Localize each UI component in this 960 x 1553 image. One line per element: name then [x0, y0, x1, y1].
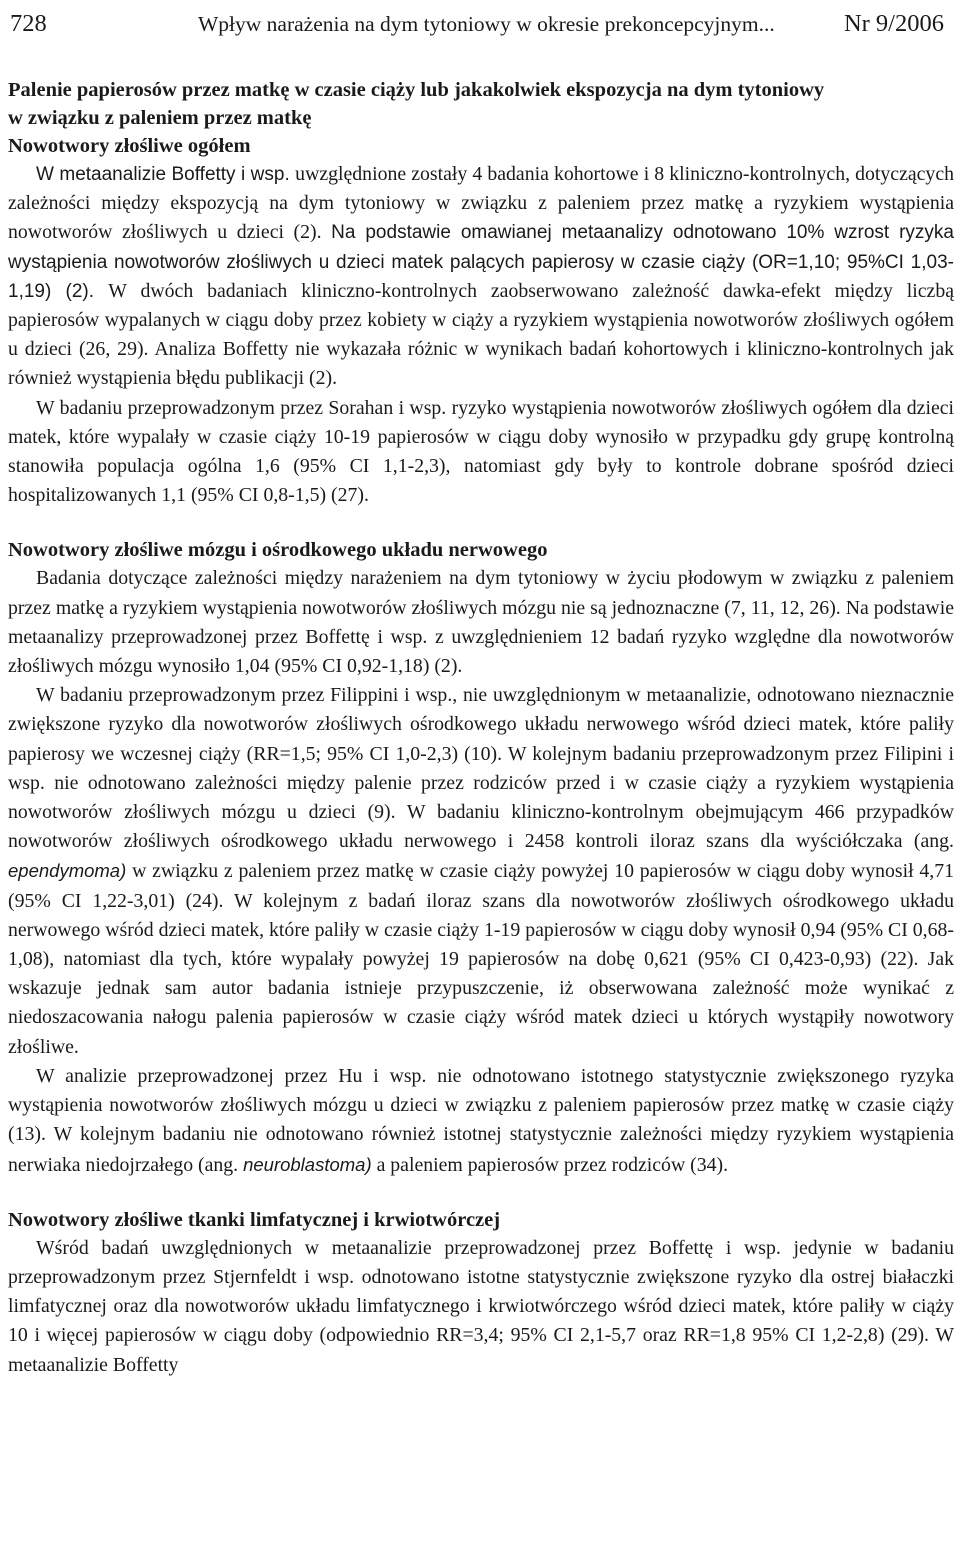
page-number: 728 — [10, 10, 47, 37]
latin-term: neuroblastoma) — [243, 1153, 372, 1175]
article-section-title — [8, 76, 954, 160]
section-heading-brain: Nowotwory złośliwe mózgu i ośrodkowego układu nerwowego — [8, 539, 548, 562]
page-header — [8, 0, 954, 48]
paragraph-run: a paleniem papierosów przez rodziców (34). — [371, 1153, 729, 1176]
paragraph-run: W dwóch badaniach kliniczno-kontrolnych zaobserwowano zależność dawka-efekt między liczbą papierosów wypalanych w ciągu doby przez kobiety w ciąży a ryzykiem wystąpienia nowotworów złośliwych ogółem u dzieci (26, 29). Analiza Boffetty nie wykazała różnic w wynikach badań kohortowych i kliniczno-kontrolnych jak również wystąpienia błędu publikacji (2). — [8, 279, 954, 390]
paragraph-run: Na podstawie omawianej metaanalizy odnotowano 10% wzrost ryzyka wystąpienia nowotworów złośliwych u dzieci matek palących papierosy w czasie ciąży (OR=1,10; 95%CI 1,03-1,19) (2). — [8, 222, 954, 302]
paragraph-run: W metaanalizie Boffetty i wsp. — [36, 164, 296, 185]
paragraph-run: W analizie przeprowadzonej przez Hu i wsp. nie odnotowano istotnego statystycznie zwiększonego ryzyka wystąpienia nowotworów złośliwych mózgu u dzieci w związku z paleniem papierosów przez matkę w czasie ciąży (13). W kolejnym badaniu nie odnotowano również istotnej statystycznie zależności między ryzykiem wystąpienia nerwiaka niedojrzałego (ang. — [8, 1064, 954, 1176]
paragraph-brain-3 — [8, 1062, 954, 1180]
subsection-title: Nowotwory złośliwe ogółem — [8, 135, 251, 157]
latin-term: ependymoma) — [8, 860, 127, 882]
paragraph-run: W badaniu przeprowadzonym przez Filippini i wsp., nie uwzględnionym w metaanalizie, odnotowano nieznacznie zwiększone ryzyko dla nowotworów złośliwych ośrodkowego układu nerwowego wśród dzieci matek, które paliły papierosy we wczesnej ciąży (RR=1,5; 95% CI 1,0-2,3) (10). W kolejnym badaniu przeprowadzonym przez Filipini i wsp. nie odnotowano zależności między palenie przez rodziców przed i w czasie ciąży a ryzykiem wystąpienia nowotworów złośliwych mózgu u dzieci (9). W badaniu kliniczno-kontrolnym obejmującym 466 przypadków nowotworów złośliwych ośrodkowego układu nerwowego i 2458 kontroli iloraz szans dla wyściółczaka (ang. — [8, 684, 954, 853]
title-line-1: Palenie papierosów przez matkę w czasie ciąży lub jakakolwiek ekspozycja na dym tytoniowy — [8, 79, 825, 101]
section-heading-lymph: Nowotwory złośliwe tkanki limfatycznej i krwiotwórczej — [8, 1208, 501, 1231]
paragraph-run: uwzględnione zostały 4 badania kohortowe i 8 kliniczno-kontrolnych, dotyczących zależności między ekspozycją na dym tytoniowy w związku z paleniem przez matkę a ryzykiem wystąpienia nowotworów złośliwych u dzieci (2). — [8, 163, 954, 244]
paragraph-lymph-1: Wśród badań uwzględnionych w metaanalizie przeprowadzonej przez Boffettę i wsp. jedynie w badaniu przeprowadzonym przez Stjernfeldt i wsp. odnotowano istotne statystycznie zwiększone ryzyko dla ostrej białaczki limfatycznej oraz dla nowotworów układu limfatycznego i krwiotwórczego wśród dzieci matek, które paliły w ciąży 10 i więcej papierosów w ciągu doby (odpowiednio RR=3,4; 95% CI 2,1-5,7 oraz RR=1,8 95% CI 1,2-2,8) (29). W metaanalizie Boffetty — [8, 1236, 954, 1376]
paragraph-brain-2 — [8, 681, 954, 1062]
paragraph-metaanalysis — [8, 160, 954, 394]
running-title: Wpływ narażenia na dym tytoniowy w okresie prekoncepcyjnym... — [198, 12, 775, 36]
issue-number: Nr 9/2006 — [843, 10, 944, 37]
paragraph-sorahan: W badaniu przeprowadzonym przez Sorahan i wsp. ryzyko wystąpienia nowotworów złośliwych ogółem dla dzieci matek, które wypalały w czasie ciąży 10-19 papierosów w ciągu doby wynosiło w przypadku gdy grupę kontrolną stanowiła populacja ogólna 1,6 (95% CI 1,1-2,3), natomiast gdy były to kontrole dobrane spośród dzieci hospitalizowanych 1,1 (95% CI 0,8-1,5) (27). — [8, 396, 954, 507]
paragraph-brain-1: Badania dotyczące zależności między narażeniem na dym tytoniowy w życiu płodowym w związku z paleniem przez matkę a ryzykiem wystąpienia nowotworów złośliwych mózgu nie są jednoznaczne (7, 11, 12, 26). Na podstawie metaanalizy przeprowadzonej przez Boffettę i wsp. z uwzględnieniem 12 badań ryzyko względne dla nowotworów złośliwych mózgu wynosiło 1,04 (95% CI 0,92-1,18) (2). — [8, 567, 954, 678]
title-line-2: w związku z paleniem przez matkę — [8, 107, 312, 129]
paragraph-run: w związku z paleniem przez matkę w czasie ciąży powyżej 10 papierosów w ciągu doby wynosił 4,71 (95% CI 1,22-3,01) (24). W kolejnym z badań iloraz szans dla nowotworów złośliwych ośrodkowego układu nerwowego wśród dzieci matek, które paliły w czasie ciąży 1-19 papierosów w ciągu doby wynosił 0,94 (95% CI 0,68-1,08), natomiast dla tych, które wypalały powyżej 19 papierosów na dobę 0,621 (95% CI 0,423-0,93) (22). Jak wskazuje jednak sam autor badania istnieje przypuszczenie, iż obserwowana zależność może wynikać z niedoszacowania nałogu palenia papierosów w czasie ciąży wśród matek dzieci u których wystąpiły nowotwory złośliwe. — [8, 860, 954, 1058]
